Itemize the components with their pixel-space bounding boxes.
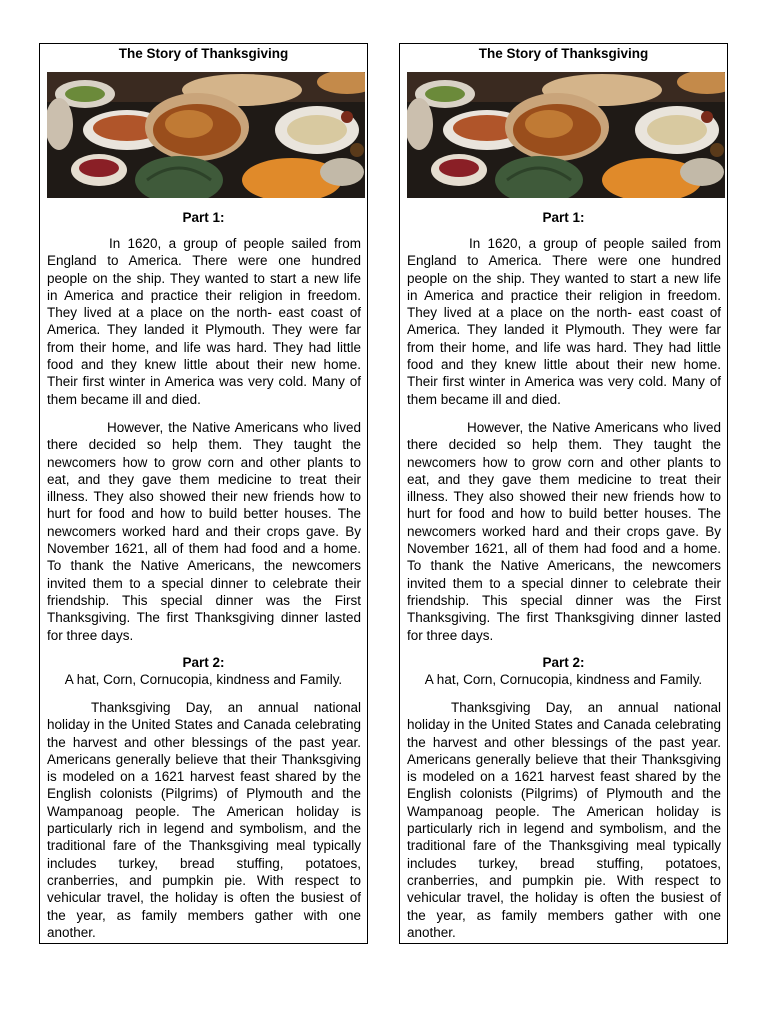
part1-heading: Part 1: <box>182 210 225 225</box>
part1-paragraph-1: In 1620, a group of people sailed from England to America. There were one hundred people on the ship. They wanted to start a new life in America and practice their religion in freedom. They lived at a place on the north- east coast of America. They landed it Plymouth. They were far from their home, and life was hard. They had little food and they knew little about their new home. Their first winter in America was very cold. Many of them became ill and died. <box>407 236 721 407</box>
part1-paragraph-2: However, the Native Americans who lived there decided so help them. They taught the newcomers how to grow corn and other plants to eat, and they gave them medicine to treat their illness. They also showed their new friends how to hurt for food and how to build better houses. The newcomers worked hard and their crops gave. By November 1621, all of them had food and a home. To thank the Native Americans, the newcomers invited them to a special dinner to celebrate their friendship. This special dinner was the First Thanksgiving. The first Thanksgiving dinner lasted for three days. <box>47 420 361 643</box>
part2-paragraph: Thanksgiving Day, an annual national holiday in the United States and Canada celebrating the harvest and other blessings of the past year. Americans generally believe that their Thanksgiving is modeled on a 1621 harvest feast shared by the English colonists (Pilgrims) of Plymouth and the Wampanoag people. The American holiday is particularly rich in legend and symbolism, and the traditional fare of the Thanksgiving meal typically includes turkey, bread stuffing, potatoes, cranberries, and pumpkin pie. With respect to vehicular travel, the holiday is often the busiest of the year, as family members gather with one another. <box>407 700 721 940</box>
part2-heading: Part 2: <box>542 655 585 670</box>
part1-paragraph-1: In 1620, a group of people sailed from England to America. There were one hundred people on the ship. They wanted to start a new life in America and practice their religion in freedom. They lived at a place on the north- east coast of America. They landed it Plymouth. They were far from their home, and life was hard. They had little food and they knew little about their new home. Their first winter in America was very cold. Many of them became ill and died. <box>47 236 361 407</box>
story-card-right <box>399 43 728 944</box>
part1-heading: Part 1: <box>542 210 585 225</box>
part2-paragraph: Thanksgiving Day, an annual national holiday in the United States and Canada celebrating the harvest and other blessings of the past year. Americans generally believe that their Thanksgiving is modeled on a 1621 harvest feast shared by the English colonists (Pilgrims) of Plymouth and the Wampanoag people. The American holiday is particularly rich in legend and symbolism, and the traditional fare of the Thanksgiving meal typically includes turkey, bread stuffing, potatoes, cranberries, and pumpkin pie. With respect to vehicular travel, the holiday is often the busiest of the year, as family members gather with one another. <box>47 700 361 940</box>
part2-subtitle: A hat, Corn, Cornucopia, kindness and Family. <box>64 672 343 687</box>
card-title: The Story of Thanksgiving <box>118 46 289 61</box>
thanksgiving-dinner-image <box>407 72 725 198</box>
part2-subtitle: A hat, Corn, Cornucopia, kindness and Family. <box>424 672 703 687</box>
part1-paragraph-2: However, the Native Americans who lived there decided so help them. They taught the newcomers how to grow corn and other plants to eat, and they gave them medicine to treat their illness. They also showed their new friends how to hurt for food and how to build better houses. The newcomers worked hard and their crops gave. By November 1621, all of them had food and a home. To thank the Native Americans, the newcomers invited them to a special dinner to celebrate their friendship. This special dinner was the First Thanksgiving. The first Thanksgiving dinner lasted for three days. <box>407 420 721 643</box>
card-title: The Story of Thanksgiving <box>478 46 649 61</box>
part2-heading: Part 2: <box>182 655 225 670</box>
story-card-left <box>39 43 368 944</box>
thanksgiving-dinner-image <box>47 72 365 198</box>
